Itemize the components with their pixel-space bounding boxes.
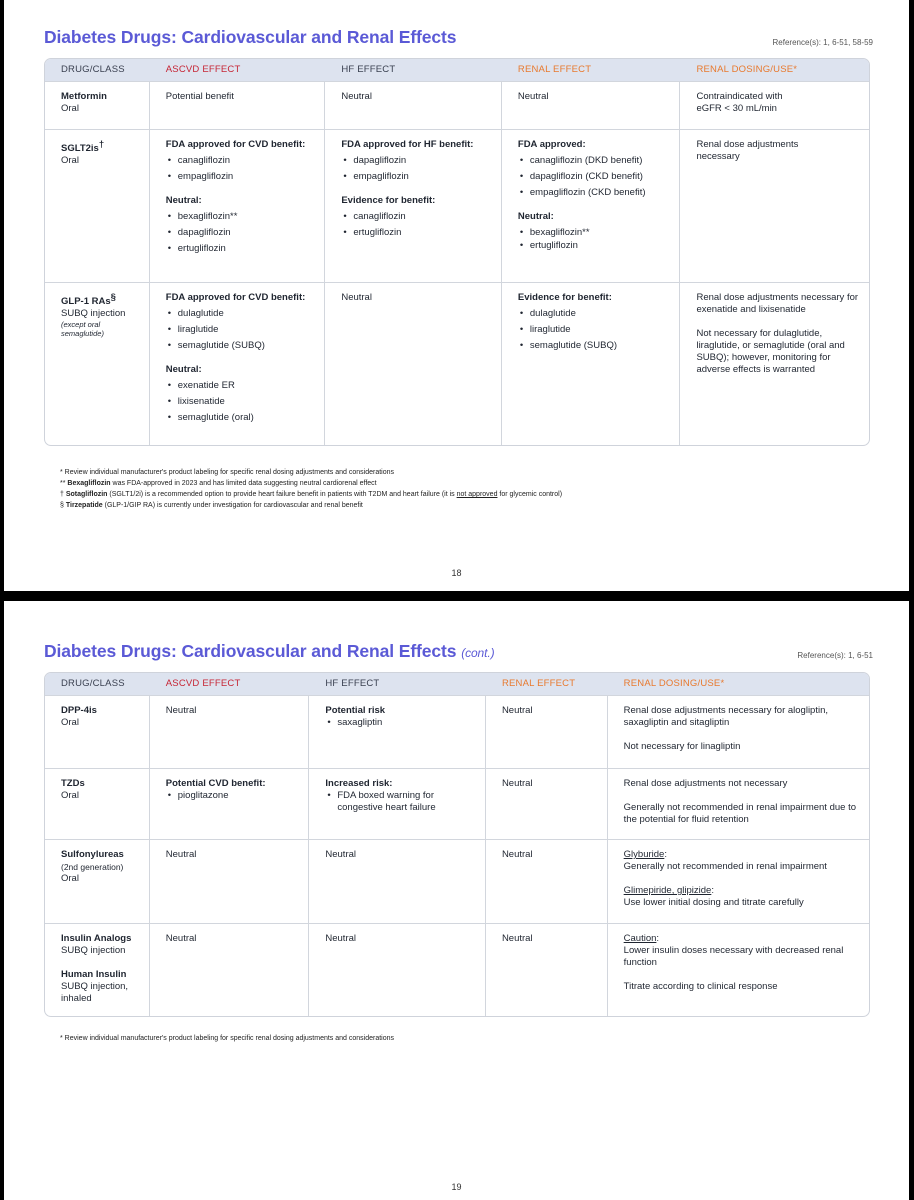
dosing-text: Renal dose adjustments necessary for exenatide and lixisenatide bbox=[696, 292, 859, 315]
table-row-tzds bbox=[45, 769, 869, 840]
drug-route: Oral bbox=[61, 873, 79, 884]
list-item: • semaglutide (SUBQ) bbox=[518, 340, 672, 352]
header-drug-class: DRUG/CLASS bbox=[61, 64, 125, 75]
ascvd-cell: Neutral bbox=[150, 924, 310, 1016]
ascvd-cell: Neutral bbox=[150, 696, 310, 768]
hf-cell: Neutral bbox=[309, 840, 486, 923]
header-ascvd-effect: ASCVD EFFECT bbox=[165, 678, 241, 689]
table-row-sglt2is bbox=[45, 130, 869, 283]
list-item: • canagliflozin bbox=[341, 211, 493, 223]
dosing-subhead: Glimepiride, glipizide bbox=[623, 885, 712, 896]
drug-effects-table bbox=[44, 58, 870, 446]
drug-cell bbox=[45, 130, 150, 282]
cell-heading: FDA approved: bbox=[517, 139, 586, 150]
dosing-cell: Glyburide: Generally not recommended in renal impairment Glimepiride, glipizide: Use lower initial dosing and titrate carefully bbox=[608, 840, 869, 923]
list-item: • dulaglutide bbox=[518, 308, 672, 320]
dosing-cell: Caution: Lower insulin doses necessary with decreased renal function Titrate according to clinical response bbox=[608, 924, 869, 1016]
cell-heading: Neutral: bbox=[517, 211, 554, 222]
dosing-text: Titrate according to clinical response bbox=[623, 981, 778, 992]
hf-cell bbox=[309, 696, 486, 768]
list-item: • ertugliflozin bbox=[341, 227, 493, 239]
cell-heading: FDA approved for CVD benefit: bbox=[165, 139, 306, 150]
ascvd-cell bbox=[150, 769, 310, 839]
cell-heading: Neutral: bbox=[165, 364, 202, 375]
list-item: • ertugliflozin bbox=[518, 240, 672, 252]
list-item: • semaglutide (oral) bbox=[166, 412, 317, 424]
drug-name: DPP-4is bbox=[61, 705, 97, 716]
page-18 bbox=[4, 0, 909, 591]
dosing-text: Generally not recommended in renal impairment bbox=[623, 861, 827, 872]
drug-note: (except oral semaglutide) bbox=[61, 320, 104, 339]
dosing-subhead: Glyburide bbox=[623, 849, 665, 860]
list-item: • dapagliflozin (CKD benefit) bbox=[518, 171, 672, 183]
list-item: • dulaglutide bbox=[166, 308, 317, 320]
hf-cell: Neutral bbox=[325, 82, 502, 129]
hf-cell bbox=[309, 769, 486, 839]
table-header-row bbox=[45, 59, 869, 82]
drug-route: SUBQ injection, inhaled bbox=[61, 981, 129, 1004]
table-row-insulin bbox=[45, 924, 869, 1016]
reference-note: Reference(s): 1, 6-51, 58-59 bbox=[772, 38, 873, 47]
header-drug-class: DRUG/CLASS bbox=[61, 678, 125, 689]
renal-cell: Neutral bbox=[502, 82, 681, 129]
page-number: 19 bbox=[451, 1182, 462, 1192]
renal-cell: Neutral bbox=[486, 924, 608, 1016]
cell-heading: FDA approved for CVD benefit: bbox=[165, 292, 306, 303]
dosing-cell bbox=[680, 82, 869, 129]
list-item: • dapagliflozin bbox=[166, 227, 317, 239]
list-item: • dapagliflozin bbox=[341, 155, 493, 167]
dosing-subhead: Caution bbox=[623, 933, 657, 944]
dosing-text: Renal dose adjustments not necessary bbox=[623, 778, 788, 789]
dosing-cell bbox=[608, 769, 869, 839]
footnote: § Tirzepatide (GLP-1/GIP RA) is currently under investigation for cardiovascular and renal benefit bbox=[60, 502, 363, 509]
header-renal-effect: RENAL EFFECT bbox=[501, 678, 576, 689]
drug-route: SUBQ injection bbox=[61, 308, 126, 320]
cell-heading: Neutral: bbox=[165, 195, 202, 206]
dosing-text: Renal dose adjustments bbox=[696, 139, 799, 150]
drug-route: Oral bbox=[61, 717, 79, 728]
drug-name: Metformin bbox=[61, 91, 107, 102]
list-item: • bexagliflozin** bbox=[166, 211, 317, 223]
footnote-mark: † bbox=[98, 139, 105, 150]
ascvd-cell: Neutral bbox=[150, 840, 310, 923]
footnote: ** Bexagliflozin was FDA-approved in 2023 and has limited data suggesting neutral cardiorenal effect bbox=[60, 480, 377, 487]
list-item: • ertugliflozin bbox=[166, 243, 317, 255]
drug-name: Insulin Analogs bbox=[61, 933, 132, 944]
renal-cell bbox=[502, 283, 681, 445]
ascvd-cell bbox=[150, 130, 326, 282]
cell-heading: Potential CVD benefit: bbox=[165, 778, 266, 789]
dosing-cell bbox=[680, 283, 869, 445]
dosing-text: necessary bbox=[696, 151, 740, 162]
hf-cell: Neutral bbox=[309, 924, 486, 1016]
list-item: • empagliflozin bbox=[166, 171, 317, 183]
list-item: • empagliflozin bbox=[341, 171, 493, 183]
list-item: • pioglitazone bbox=[166, 790, 301, 802]
drug-name: Human Insulin bbox=[61, 969, 127, 980]
dosing-text: eGFR < 30 mL/min bbox=[696, 103, 777, 114]
page-number: 18 bbox=[451, 568, 462, 578]
header-renal-effect: RENAL EFFECT bbox=[517, 64, 592, 75]
cell-heading: FDA approved for HF benefit: bbox=[341, 139, 474, 150]
list-item: • FDA boxed warning for congestive heart failure bbox=[325, 790, 477, 814]
drug-name: GLP-1 RAs bbox=[61, 296, 111, 308]
dosing-cell bbox=[680, 130, 869, 282]
list-item: • semaglutide (SUBQ) bbox=[166, 340, 317, 352]
drug-effects-table bbox=[44, 672, 870, 1017]
drug-cell bbox=[45, 924, 150, 1016]
drug-name: SGLT2is bbox=[61, 143, 99, 155]
footnote-mark: § bbox=[110, 292, 116, 303]
cell-heading: Evidence for benefit: bbox=[341, 195, 436, 206]
list-item: • saxagliptin bbox=[325, 717, 477, 729]
footnote: * Review individual manufacturer's product labeling for specific renal dosing adjustments and considerations bbox=[60, 469, 395, 476]
header-hf-effect: HF EFFECT bbox=[325, 678, 380, 689]
dosing-text: Renal dose adjustments necessary for alogliptin, saxagliptin and sitagliptin bbox=[623, 705, 829, 728]
list-item: • empagliflozin (CKD benefit) bbox=[518, 187, 672, 199]
cell-heading: Increased risk: bbox=[325, 778, 393, 789]
drug-route: Oral bbox=[61, 155, 79, 167]
hf-cell: Neutral bbox=[325, 283, 502, 445]
dosing-cell bbox=[608, 696, 869, 768]
header-hf-effect: HF EFFECT bbox=[341, 64, 396, 75]
table-row-metformin bbox=[45, 82, 869, 130]
table-row-dpp4is bbox=[45, 696, 869, 769]
title-suffix: (cont.) bbox=[461, 646, 495, 660]
drug-route: Oral bbox=[61, 790, 79, 801]
list-item: • canagliflozin bbox=[166, 155, 317, 167]
ascvd-cell: Potential benefit bbox=[150, 82, 326, 129]
dosing-text: Use lower initial dosing and titrate carefully bbox=[623, 897, 804, 908]
renal-cell: Neutral bbox=[486, 696, 608, 768]
hf-cell bbox=[325, 130, 502, 282]
page-title: Diabetes Drugs: Cardiovascular and Renal Effects bbox=[44, 27, 457, 47]
renal-cell: Neutral bbox=[486, 840, 608, 923]
renal-cell: Neutral bbox=[486, 769, 608, 839]
footnote: * Review individual manufacturer's product labeling for specific renal dosing adjustments and considerations bbox=[60, 1035, 395, 1042]
dosing-text: Not necessary for dulaglutide, liraglutide, or semaglutide (oral and SUBQ); however, monitoring for adverse effects is warranted bbox=[696, 328, 845, 375]
drug-name: Sulfonylureas bbox=[61, 849, 124, 860]
table-row-glp1-ras bbox=[45, 283, 869, 445]
renal-cell bbox=[502, 130, 681, 282]
cell-heading: Evidence for benefit: bbox=[517, 292, 612, 303]
drug-route: Oral bbox=[61, 103, 79, 114]
header-ascvd-effect: ASCVD EFFECT bbox=[165, 64, 241, 75]
list-item: • liraglutide bbox=[518, 324, 672, 336]
drug-cell bbox=[45, 82, 150, 129]
drug-cell bbox=[45, 696, 150, 768]
list-item: • canagliflozin (DKD benefit) bbox=[518, 155, 672, 167]
list-item: • bexagliflozin** bbox=[518, 227, 672, 239]
footnote: † Sotagliflozin (SGLT1/2i) is a recommended option to provide heart failure benefit in patients with T2DM and heart failure (it is not approved for glycemic control) bbox=[60, 491, 563, 498]
page-19 bbox=[4, 601, 909, 1200]
list-item: • liraglutide bbox=[166, 324, 317, 336]
cell-heading: Potential risk bbox=[325, 705, 386, 716]
drug-generation: (2nd generation) bbox=[61, 862, 124, 872]
drug-route: SUBQ injection bbox=[61, 945, 126, 956]
drug-cell bbox=[45, 283, 150, 445]
drug-cell bbox=[45, 840, 150, 923]
dosing-text: Not necessary for linagliptin bbox=[623, 741, 741, 752]
dosing-text: Lower insulin doses necessary with decreased renal function bbox=[623, 945, 844, 968]
dosing-text: Generally not recommended in renal impairment due to the potential for fluid retention bbox=[623, 802, 856, 825]
drug-name: TZDs bbox=[61, 778, 85, 789]
list-item: • lixisenatide bbox=[166, 396, 317, 408]
table-header-row bbox=[45, 673, 869, 696]
footnotes bbox=[60, 467, 562, 511]
list-item: • exenatide ER bbox=[166, 380, 317, 392]
header-renal-dosing: RENAL DOSING/USE* bbox=[623, 678, 725, 689]
header-renal-dosing: RENAL DOSING/USE* bbox=[696, 64, 798, 75]
dosing-text: Contraindicated with bbox=[696, 91, 783, 102]
reference-note: Reference(s): 1, 6-51 bbox=[797, 651, 873, 660]
table-row-sulfonylureas bbox=[45, 840, 869, 924]
ascvd-cell bbox=[150, 283, 326, 445]
page-title: Diabetes Drugs: Cardiovascular and Renal Effects (cont.) bbox=[44, 641, 495, 661]
drug-cell bbox=[45, 769, 150, 839]
